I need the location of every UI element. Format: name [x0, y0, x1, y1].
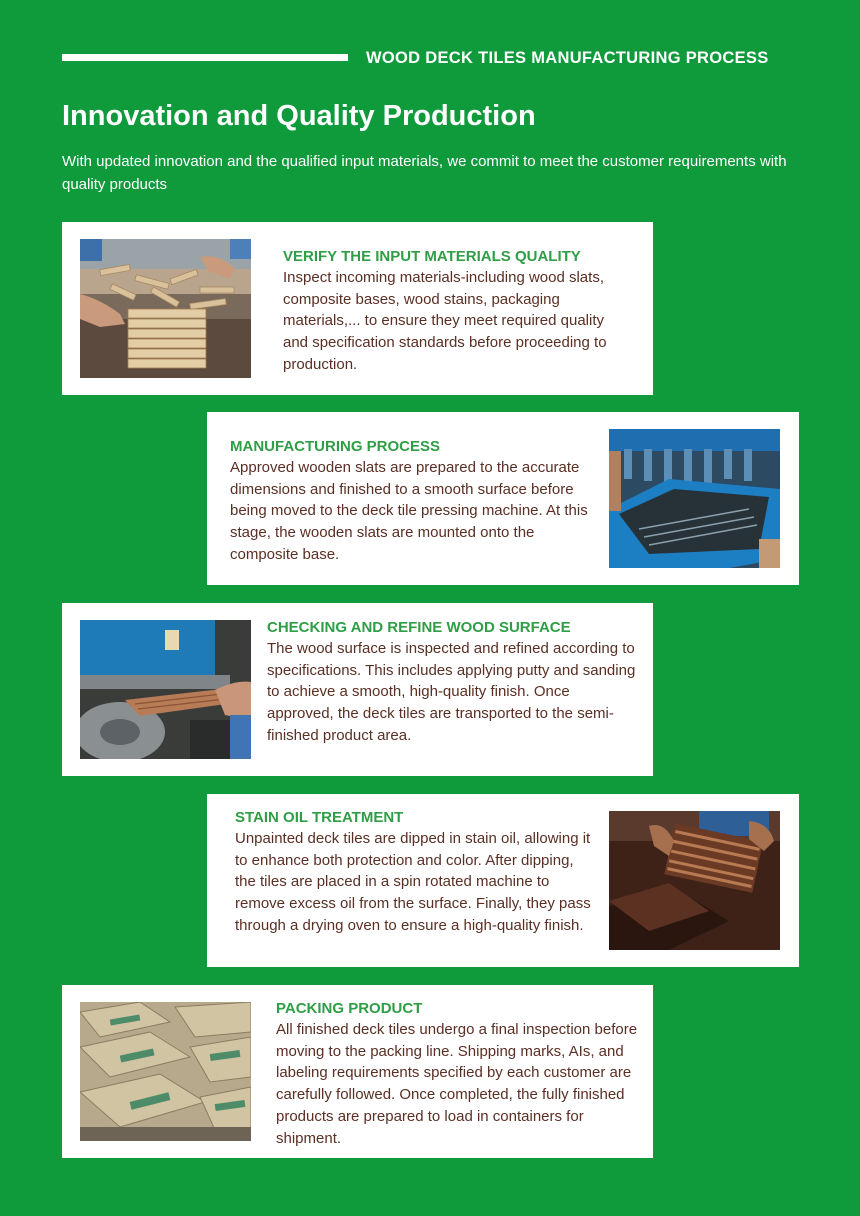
page-title: Innovation and Quality Production	[62, 100, 536, 132]
step-title: PACKING PRODUCT	[276, 1000, 423, 1017]
intro-text: With updated innovation and the qualified input materials, we commit to meet the customer requirements with quality products	[62, 153, 787, 193]
step-card-packing	[62, 985, 653, 1158]
step-body: The wood surface is inspected and refined according to specifications. This includes applying putty and sanding to achieve a smooth, high-quality finish. Once approved, the deck tiles are transported to the semi-finished product area.	[267, 640, 636, 744]
step-title: CHECKING AND REFINE WOOD SURFACE	[267, 619, 571, 636]
sanding-machine-photo	[80, 620, 251, 759]
step-card-stain-oil	[207, 794, 799, 967]
deck-tile-pressing-machine-photo	[609, 429, 780, 568]
step-card-refine-surface	[62, 603, 653, 776]
packed-cartons-photo	[80, 1002, 251, 1141]
step-title: STAIN OIL TREATMENT	[235, 809, 404, 826]
header-label: WOOD DECK TILES MANUFACTURING PROCESS	[366, 49, 769, 67]
step-body: Unpainted deck tiles are dipped in stain oil, allowing it to enhance both protection and color. After dipping, the tiles are placed in a spin rotated machine to remove excess oil from the surface. Finally, they pass through a drying oven to ensure a high-quality finish.	[235, 830, 591, 934]
step-title: MANUFACTURING PROCESS	[230, 438, 441, 455]
step-body: Approved wooden slats are prepared to the accurate dimensions and finished to a smooth surface before being moved to the deck tile pressing machine. At this stage, the wooden slats are mounted onto the composite base.	[230, 459, 588, 563]
workers-inspecting-wood-slats-photo	[80, 239, 251, 378]
step-body: Inspect incoming materials-including wood slats, composite bases, wood stains, packaging materials,... to ensure they meet required quality and specification standards before proceeding to production.	[283, 269, 607, 373]
step-card-manufacturing	[207, 412, 799, 585]
stain-oil-dipping-photo	[609, 811, 780, 950]
header-rule	[62, 54, 348, 61]
step-title: VERIFY THE INPUT MATERIALS QUALITY	[283, 248, 581, 265]
step-card-verify-materials	[62, 222, 653, 395]
step-body: All finished deck tiles undergo a final inspection before moving to the packing line. Shipping marks, AIs, and labeling requirements specified by each customer are carefully followed. Once completed, the fully finished products are prepared to load in containers for shipment.	[276, 1021, 638, 1147]
